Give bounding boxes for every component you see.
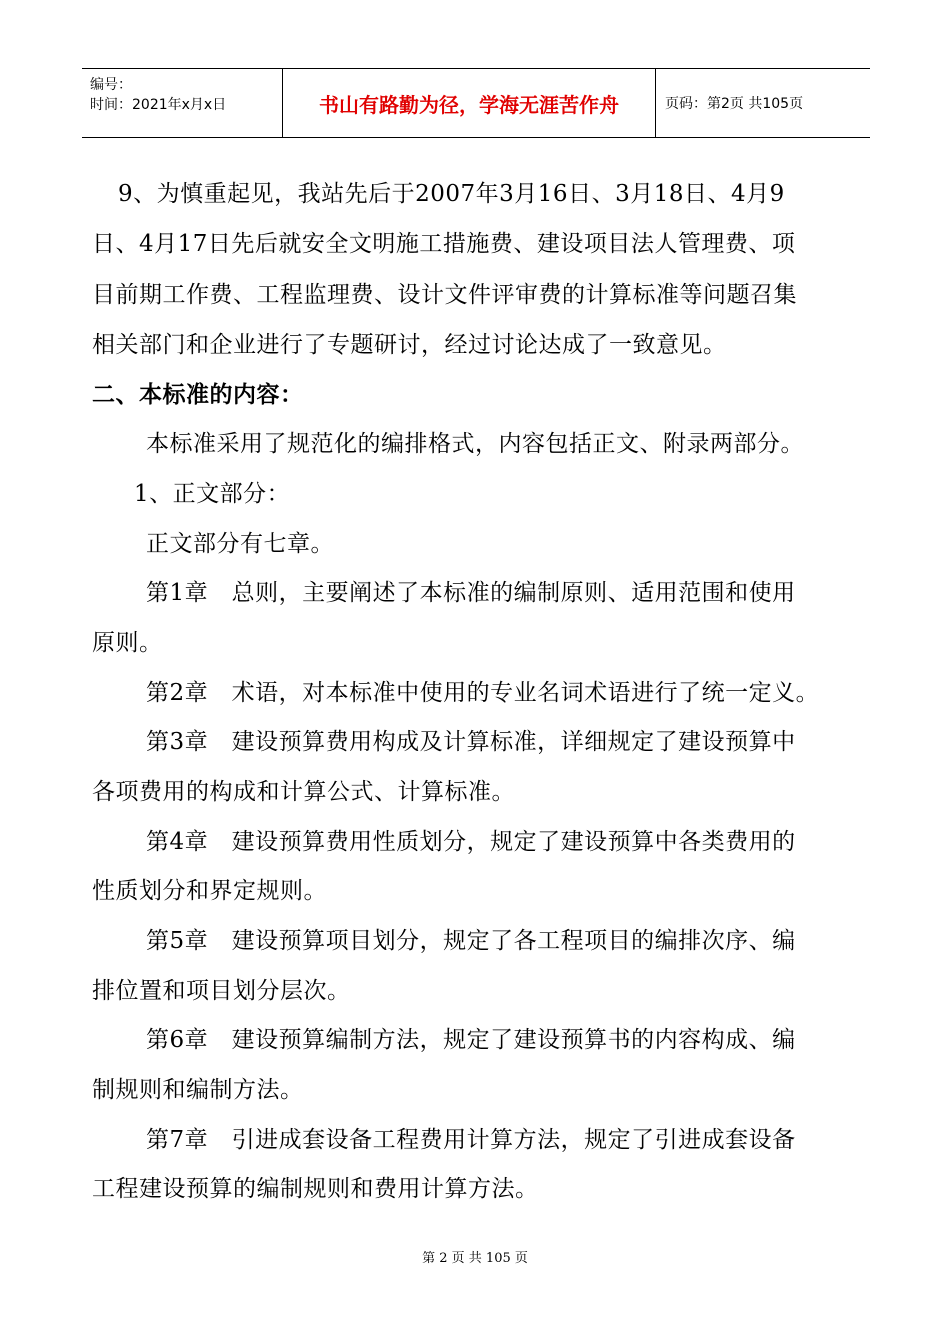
paragraph-line: 目前期工作费、工程监理费、设计文件评审费的计算标准等问题召集 <box>92 282 797 308</box>
chapter-line: 第1章 总则，主要阐述了本标准的编制原则、适用范围和使用 <box>146 580 796 606</box>
paragraph-line: 原则。 <box>92 630 163 656</box>
page-header <box>82 68 870 138</box>
page-footer: 第 2 页 共 105 页 <box>422 1251 528 1266</box>
paragraph-line: 性质划分和界定规则。 <box>92 878 327 904</box>
paragraph-line: 排位置和项目划分层次。 <box>92 978 351 1004</box>
header-meta-cell <box>82 69 283 137</box>
paragraph-line: 制规则和编制方法。 <box>92 1077 304 1103</box>
document-time-label: 时间：2021年x月x日 <box>90 97 227 113</box>
document-number-label: 编号： <box>90 77 132 93</box>
chapter-line: 第2章 术语，对本标准中使用的专业名词术语进行了统一定义。 <box>146 680 820 706</box>
chapter-line: 第5章 建设预算项目划分，规定了各工程项目的编排次序、编 <box>146 928 796 954</box>
paragraph-line: 工程建设预算的编制规则和费用计算方法。 <box>92 1176 539 1202</box>
chapter-line: 第6章 建设预算编制方法，规定了建设预算书的内容构成、编 <box>146 1027 796 1053</box>
paragraph-line: 相关部门和企业进行了专题研讨，经过讨论达成了一致意见。 <box>92 332 727 358</box>
header-page-info: 页码：第2页 共105页 <box>665 96 804 112</box>
chapter-line: 第3章 建设预算费用构成及计算标准，详细规定了建设预算中 <box>146 729 796 755</box>
paragraph-line: 日、4月17日先后就安全文明施工措施费、建设项目法人管理费、项 <box>92 231 796 257</box>
section-heading: 二、本标准的内容： <box>92 382 304 408</box>
paragraph-line: 正文部分有七章。 <box>146 531 334 557</box>
chapter-line: 第4章 建设预算费用性质划分，规定了建设预算中各类费用的 <box>146 829 796 855</box>
paragraph-line: 本标准采用了规范化的编排格式，内容包括正文、附录两部分。 <box>146 431 804 457</box>
chapter-line: 第7章 引进成套设备工程费用计算方法，规定了引进成套设备 <box>146 1127 796 1153</box>
subsection-heading: 1、正文部分： <box>134 481 291 507</box>
paragraph-line: 9、为慎重起见，我站先后于2007年3月16日、3月18日、4月9 <box>118 181 785 207</box>
header-motto: 书山有路勤为径，学海无涯苦作舟 <box>283 69 656 137</box>
paragraph-line: 各项费用的构成和计算公式、计算标准。 <box>92 779 515 805</box>
